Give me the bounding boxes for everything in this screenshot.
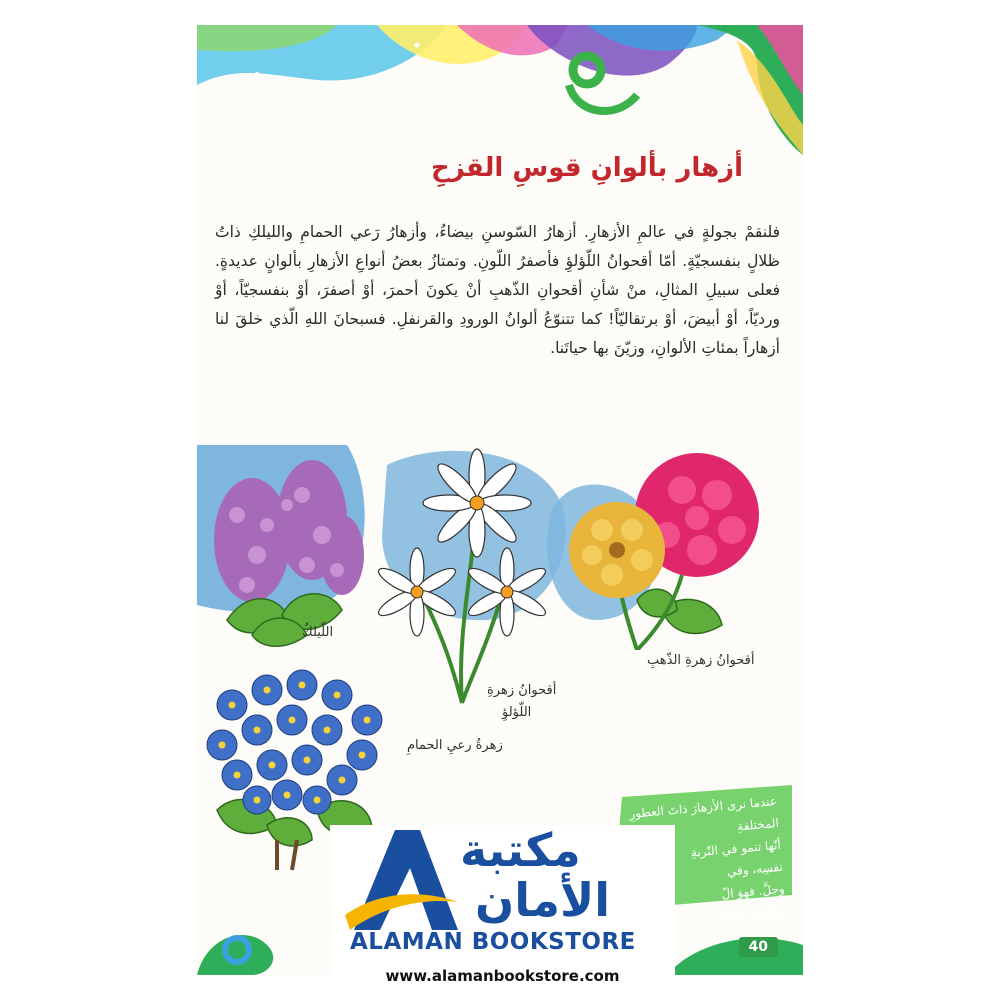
body-paragraph: فلنقمْ بجولةٍ في عالمِ الأزهارِ. أزهارُ السّوسنِ بيضاءُ، وأزهارُ رَعي الحمامِ والليلكِ ذاتُ ظلالٍ بنفسجيّةٍ. أمّا أقحوانُ اللّؤلؤِ فأصفرُ اللّونِ. وتمتازُ بعضُ أنواعِ الأزهارِ بألوانٍ عديدةٍ. فعلى سبيلِ المثالِ، منْ شأنِ أقحوانِ الذّهبِ أنْ يكونَ أحمرَ، أوْ أصفرَ، أوْ بنفسجيّاً، أوْ ورديّاً، أوْ أبيضَ، أوْ برتقاليّاً! كما تتنوّعُ ألوانُ الورودِ والقرنفلِ. فسبحانَ اللهِ الّذي خلقَ لنا أزهاراً بمئاتِ الألوانِ، وزيّنَ بها حياتَنا. <box>215 223 780 357</box>
logo-english-name: ALAMAN BOOKSTORE <box>350 929 636 955</box>
lilac-illustration <box>197 445 377 650</box>
side-note-line: عندما نرى الأزهارَ ذاتَ العطورِ المختلفةِ <box>628 794 780 834</box>
page-title: أزهار بألوانِ قوسِ القزحِ <box>431 153 743 183</box>
bookstore-logo <box>330 825 675 990</box>
side-note-line: أنّها تنمو في التّربةِ <box>690 837 782 860</box>
caption-pearl-daisy-line2: اللّؤلؤِ <box>502 705 532 720</box>
logo-arabic-line1: مكتبة <box>460 823 581 877</box>
logo-a-mark-icon <box>340 830 460 940</box>
side-note-line: نفسِه، وفي <box>726 859 784 879</box>
side-note-line: والألوانِ الخلّا <box>722 903 788 924</box>
rainbow-swirl-banner <box>197 25 803 155</box>
chrysanthemum-illustration <box>542 450 782 650</box>
page-number: 40 <box>739 937 778 957</box>
logo-arabic-line2: الأمان <box>475 873 611 927</box>
side-note-line: وجلَّ. فهوَ الّ <box>720 881 786 902</box>
logo-url: www.alamanbookstore.com <box>385 967 620 985</box>
bottom-right-swirl <box>667 920 803 975</box>
bottom-swirl <box>197 905 317 975</box>
caption-forget-me-not: زهرةُ رعيِ الحمامِ <box>407 738 503 753</box>
caption-chrysanthemum: أقحوانُ زهرةِ الذّهبِ <box>647 653 755 668</box>
caption-lilac: اللّيلكُ <box>302 625 334 640</box>
caption-pearl-daisy-line1: أقحوانُ زهرةِ <box>487 683 557 698</box>
